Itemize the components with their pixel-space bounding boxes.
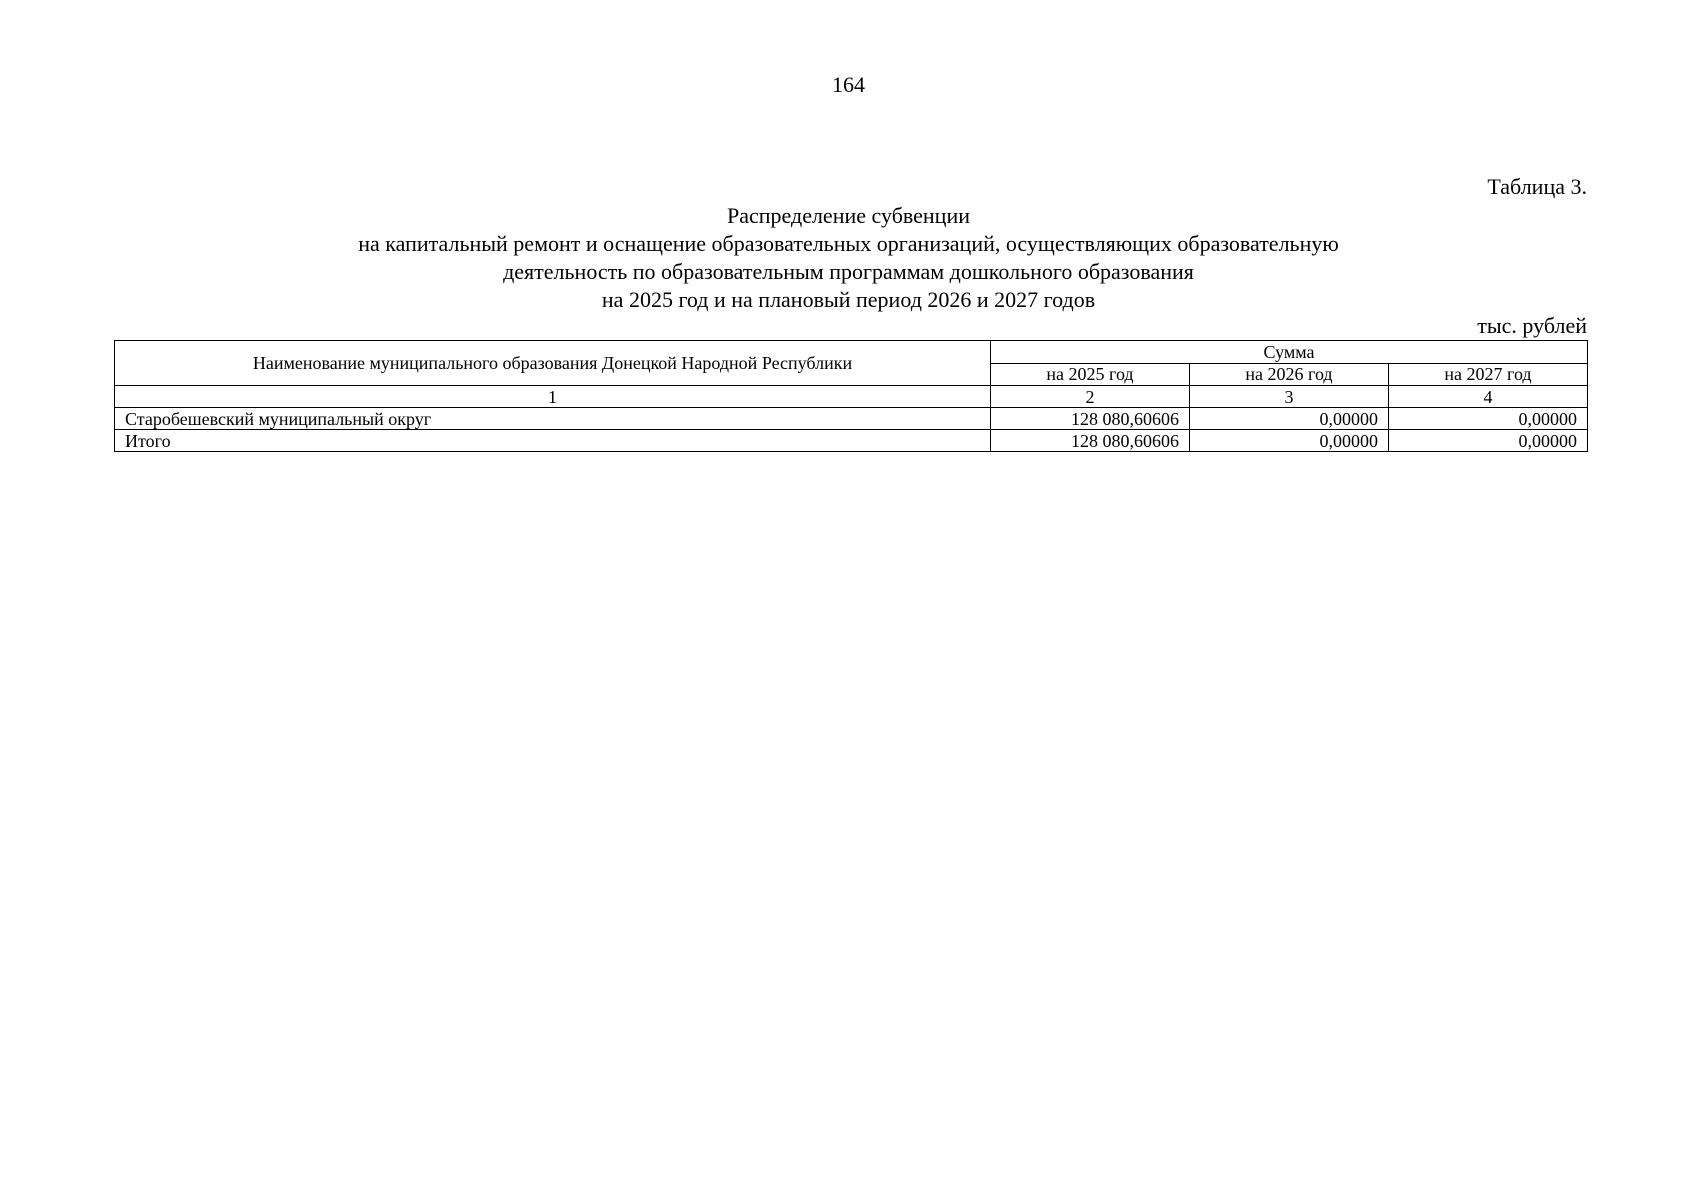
value-2025: 128 080,60606 <box>991 408 1190 430</box>
column-number: 1 <box>115 386 991 408</box>
value-2027: 0,00000 <box>1389 408 1588 430</box>
header-year-2027: на 2027 год <box>1389 363 1588 386</box>
title-line-3: деятельность по образовательным программам дошкольного образования <box>503 259 1194 284</box>
header-year-2025: на 2025 год <box>991 363 1190 386</box>
header-municipality: Наименование муниципального образования Донецкой Народной Республики <box>115 341 991 386</box>
page-number: 164 <box>832 72 865 97</box>
table-label: Таблица 3. <box>1487 174 1587 199</box>
title-line-1: Распределение субвенции <box>726 203 971 228</box>
table-row <box>115 408 1588 430</box>
total-2026: 0,00000 <box>1190 430 1389 452</box>
title-line-2: на капитальный ремонт и оснащение образовательных организаций, осуществляющих образовательную <box>358 231 1339 256</box>
table-header-row <box>115 341 1588 364</box>
table-total-row <box>115 430 1588 452</box>
column-number: 4 <box>1389 386 1588 408</box>
column-number: 2 <box>991 386 1190 408</box>
title-line-4: на 2025 год и на плановый период 2026 и 2027 годов <box>601 287 1096 312</box>
header-sum: Сумма <box>991 341 1588 364</box>
document-title <box>0 202 1697 314</box>
total-2025: 128 080,60606 <box>991 430 1190 452</box>
total-label: Итого <box>115 430 991 452</box>
total-2027: 0,00000 <box>1389 430 1588 452</box>
column-numbers-row <box>115 386 1588 408</box>
column-number: 3 <box>1190 386 1389 408</box>
units-label: тыс. рублей <box>1477 313 1587 338</box>
municipality-name: Старобешевский муниципальный округ <box>115 408 991 430</box>
subvention-table <box>114 340 1588 452</box>
header-year-2026: на 2026 год <box>1190 363 1389 386</box>
value-2026: 0,00000 <box>1190 408 1389 430</box>
